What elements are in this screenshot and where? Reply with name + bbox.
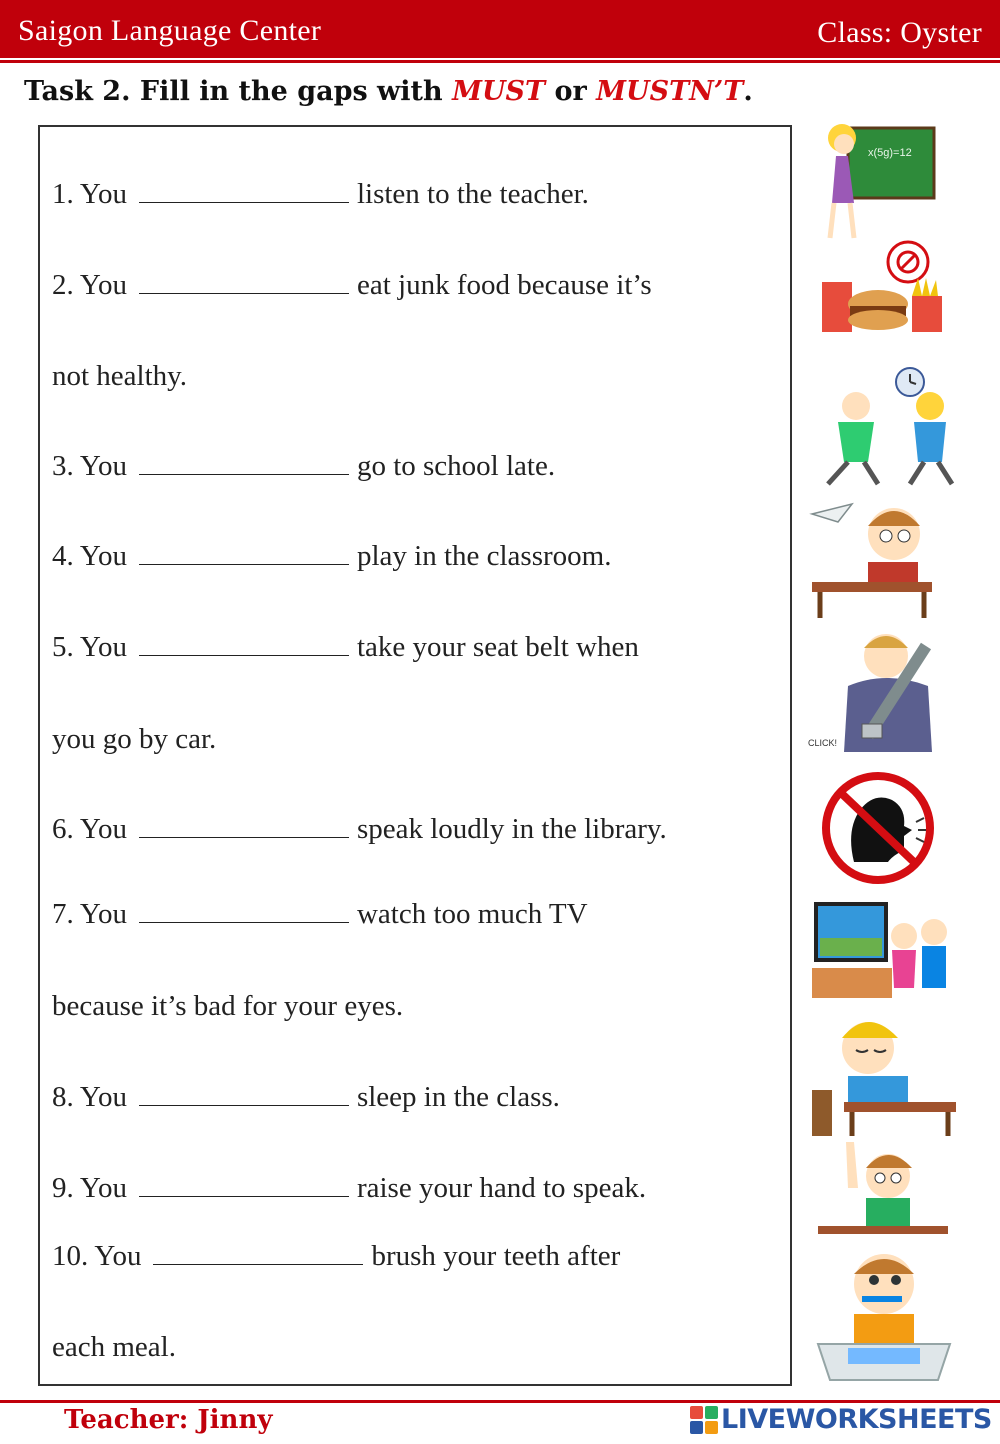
question-number: 2. You	[52, 269, 127, 301]
header-bar	[0, 0, 1000, 58]
click-text: CLICK!	[808, 738, 838, 748]
late-students-illustration	[808, 362, 960, 490]
question-number: 6. You	[52, 813, 127, 845]
question-4	[52, 540, 611, 573]
question-10	[52, 1240, 620, 1273]
question-text: speak loudly in the library.	[356, 813, 667, 845]
option-mustnt: MUSTN’T	[596, 76, 744, 107]
question-6	[52, 813, 667, 846]
answer-blank-4[interactable]	[139, 544, 349, 565]
raise-hand-illustration	[808, 1138, 960, 1238]
question-text: eat junk food because it’s	[356, 269, 652, 301]
school-name: Saigon Language Center	[18, 14, 322, 47]
question-5	[52, 631, 639, 664]
question-text: raise your hand to speak.	[356, 1172, 647, 1204]
answer-blank-1[interactable]	[139, 182, 349, 203]
liveworksheets-logo-icon	[690, 1406, 718, 1434]
question-2-continued: not healthy.	[52, 360, 188, 392]
question-3	[52, 450, 555, 483]
liveworksheets-brand[interactable]	[690, 1404, 992, 1435]
watching-tv-illustration	[808, 898, 960, 1008]
question-number: 7. You	[52, 898, 127, 930]
brand-name: LIVEWORKSHEETS	[721, 1404, 992, 1435]
seat-belt-illustration	[808, 626, 960, 756]
boy-paper-plane-illustration	[808, 492, 960, 622]
answer-blank-7[interactable]	[139, 902, 349, 923]
question-7-continued: because it’s bad for your eyes.	[52, 990, 404, 1022]
answer-blank-8[interactable]	[139, 1085, 349, 1106]
question-9	[52, 1172, 646, 1205]
answer-blank-3[interactable]	[139, 454, 349, 475]
question-number: 4. You	[52, 540, 127, 572]
teacher-blackboard-illustration	[808, 108, 960, 248]
answer-blank-10[interactable]	[153, 1244, 363, 1265]
question-7	[52, 898, 588, 931]
question-1	[52, 178, 589, 211]
class-label: Class: Oyster	[817, 16, 982, 49]
answer-blank-5[interactable]	[139, 635, 349, 656]
task-suffix: .	[743, 76, 753, 107]
question-number: 8. You	[52, 1081, 127, 1113]
teacher-name: Teacher: Jinny	[64, 1405, 273, 1435]
answer-blank-6[interactable]	[139, 817, 349, 838]
question-10-continued: each meal.	[52, 1331, 176, 1363]
question-number: 10. You	[52, 1240, 142, 1272]
question-number: 5. You	[52, 631, 127, 663]
junk-food-illustration	[808, 238, 960, 342]
task-prefix: Task 2. Fill in the gaps with	[24, 76, 453, 107]
header-divider	[0, 60, 1000, 63]
question-5-continued: you go by car.	[52, 723, 217, 755]
question-text: play in the classroom.	[356, 540, 612, 572]
question-8	[52, 1081, 560, 1114]
task-title	[24, 76, 753, 107]
no-speaking-sign-icon	[808, 770, 960, 888]
question-text: go to school late.	[356, 450, 556, 482]
question-text: listen to the teacher.	[356, 178, 589, 210]
task-or: or	[545, 76, 597, 107]
question-text: brush your teeth after	[371, 1240, 621, 1272]
question-2	[52, 269, 652, 302]
question-text: watch too much TV	[356, 898, 588, 930]
answer-blank-9[interactable]	[139, 1176, 349, 1197]
footer-divider	[0, 1400, 1000, 1403]
question-text: take your seat belt when	[356, 631, 639, 663]
option-must: MUST	[452, 76, 546, 107]
brushing-teeth-illustration	[808, 1240, 960, 1386]
question-number: 3. You	[52, 450, 127, 482]
question-number: 1. You	[52, 178, 127, 210]
question-number: 9. You	[52, 1172, 127, 1204]
answer-blank-2[interactable]	[139, 273, 349, 294]
chalk-text: x(5g)=12	[868, 147, 912, 159]
question-text: sleep in the class.	[356, 1081, 560, 1113]
sleeping-student-illustration	[808, 1012, 960, 1138]
